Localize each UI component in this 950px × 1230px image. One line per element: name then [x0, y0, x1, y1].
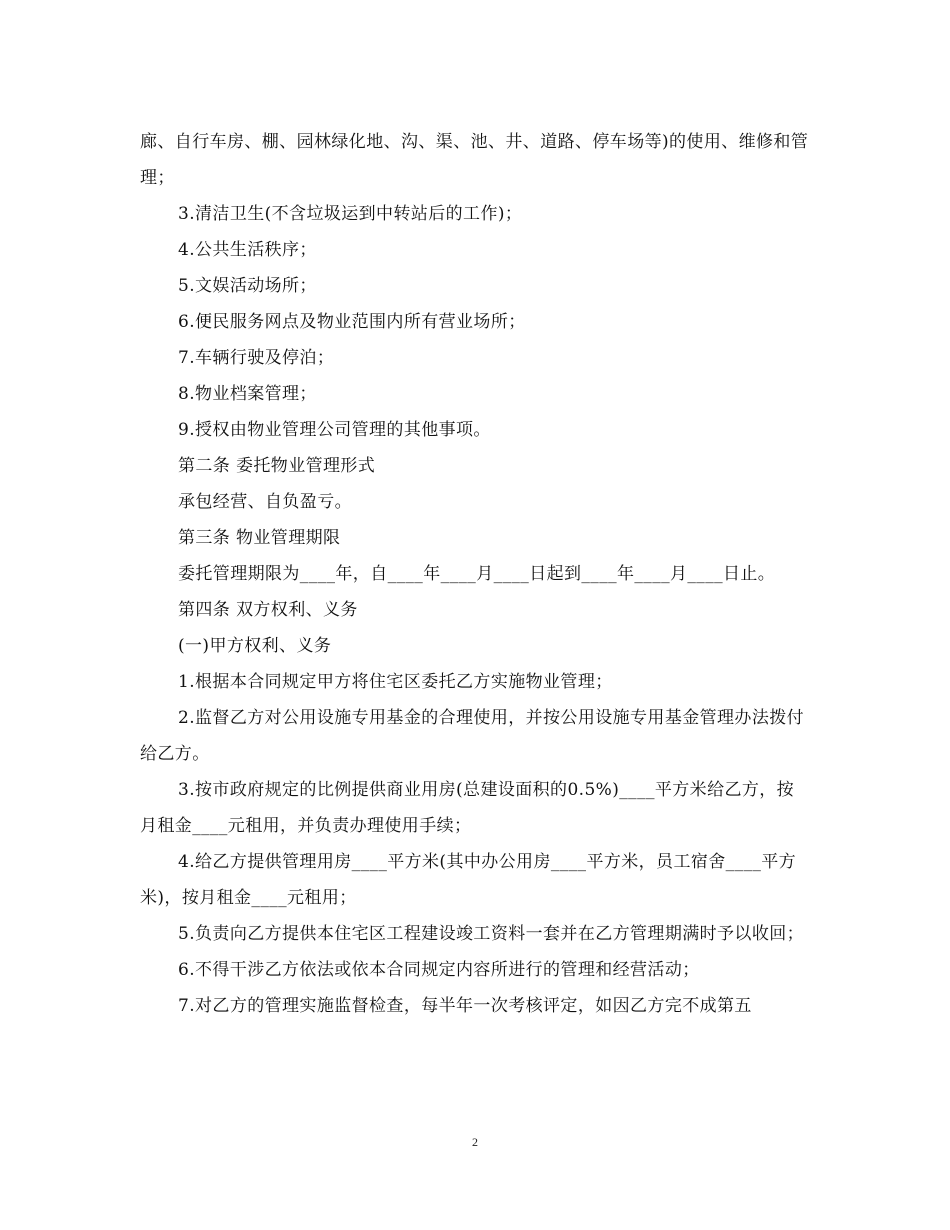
paragraph: 第三条 物业管理期限 — [178, 528, 341, 548]
paragraph: 9.授权由物业管理公司管理的其他事项。 — [178, 420, 491, 440]
paragraph: 3.清洁卫生(不含垃圾运到中转站后的工作)； — [178, 204, 523, 224]
paragraph: 5.文娱活动场所； — [178, 276, 317, 296]
paragraph: 委托管理期限为____年，自____年____月____日起到____年____月____日止。 — [178, 564, 776, 584]
paragraph: 6.不得干涉乙方依法或依本合同规定内容所进行的管理和经营活动； — [178, 960, 700, 980]
paragraph: (一)甲方权利、义务 — [178, 636, 332, 656]
paragraph: 廊、自行车房、棚、园林绿化地、沟、渠、池、井、道路、停车场等)的使用、维修和管理； — [140, 132, 809, 188]
paragraph: 8.物业档案管理； — [178, 384, 317, 404]
document-body — [140, 124, 810, 1024]
paragraph: 第四条 双方权利、义务 — [178, 600, 358, 620]
paragraph: 6.便民服务网点及物业范围内所有营业场所； — [178, 312, 526, 332]
paragraph: 2.监督乙方对公用设施专用基金的合理使用，并按公用设施专用基金管理办法拨付给乙方。 — [140, 708, 805, 764]
paragraph: 第二条 委托物业管理形式 — [178, 456, 376, 476]
paragraph: 5.负责向乙方提供本住宅区工程建设竣工资料一套并在乙方管理期满时予以收回； — [178, 924, 805, 944]
page-number: 2 — [472, 1135, 478, 1149]
paragraph: 承包经营、自负盈亏。 — [178, 492, 352, 512]
paragraph: 7.对乙方的管理实施监督检查，每半年一次考核评定，如因乙方完不成第五 — [178, 996, 752, 1016]
paragraph: 1.根据本合同规定甲方将住宅区委托乙方实施物业管理； — [178, 672, 613, 692]
paragraph: 4.公共生活秩序； — [178, 240, 317, 260]
paragraph: 3.按市政府规定的比例提供商业用房(总建设面积的0.5%)____平方米给乙方，按月租金____元租用，并负责办理使用手续； — [140, 780, 795, 836]
paragraph: 4.给乙方提供管理用房____平方米(其中办公用房____平方米，员工宿舍____平方米)，按月租金____元租用； — [140, 852, 797, 908]
paragraph: 7.车辆行驶及停泊； — [178, 348, 335, 368]
